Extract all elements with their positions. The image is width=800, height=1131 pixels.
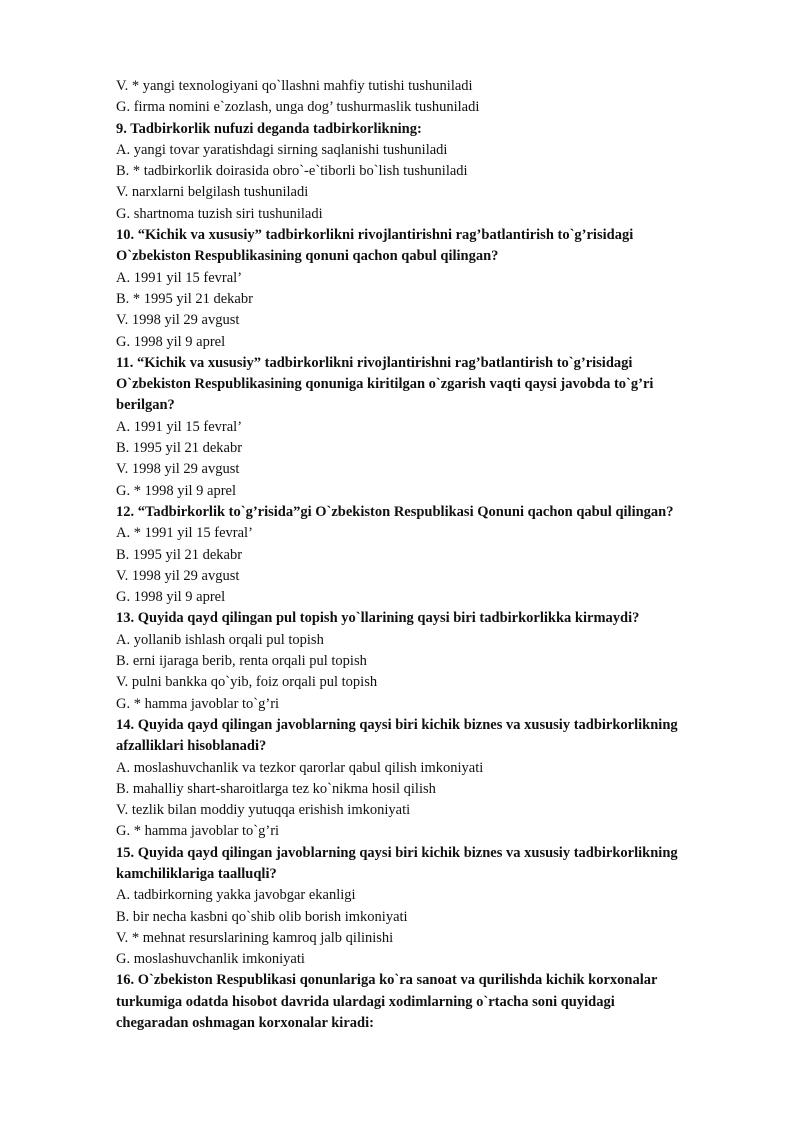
question-text-line: 10. “Kichik va xususiy” tadbirkorlikni rivojlantirishni rag’batlantirish to`g’risidagi	[116, 227, 634, 244]
answer-option-line: A. yollanib ishlash orqali pul topish	[116, 631, 324, 648]
answer-option-line: V. pulni bankka qo`yib, foiz orqali pul topish	[116, 674, 378, 691]
answer-option-line: V. tezlik bilan moddiy yutuqqa erishish imkoniyati	[116, 802, 411, 819]
answer-option-line: B. * tadbirkorlik doirasida obro`-e`tiborli bo`lish tushuniladi	[116, 163, 468, 180]
question-text-line: 13. Quyida qayd qilingan pul topish yo`llarining qaysi biri tadbirkorlikka kirmaydi?	[116, 610, 640, 627]
answer-option-line: V. narxlarni belgilash tushuniladi	[116, 184, 309, 201]
question-text-line: 12. “Tadbirkorlik to`g’risida”gi O`zbekiston Respublikasi Qonuni qachon qabul qilingan?	[116, 503, 674, 520]
answer-option-line: V. 1998 yil 29 avgust	[116, 567, 240, 584]
answer-option-line: G. 1998 yil 9 aprel	[116, 333, 226, 350]
answer-option-line: B. mahalliy shart-sharoitlarga tez ko`nikma hosil qilish	[116, 780, 436, 797]
question-text-line: 16. O`zbekiston Respublikasi qonunlariga ko`ra sanoat va qurilishda kichik korxonalar	[116, 972, 658, 989]
question-text-line: kamchiliklariga taalluqli?	[116, 865, 277, 882]
answer-option-line: B. bir necha kasbni qo`shib olib borish imkoniyati	[116, 908, 408, 925]
question-text-line: O`zbekiston Respublikasining qonuniga kiritilgan o`zgarish vaqti qaysi javobda to`g’ri	[116, 376, 654, 393]
document-page	[116, 76, 756, 1034]
answer-option-line: V. 1998 yil 29 avgust	[116, 461, 240, 478]
answer-option-line: V. 1998 yil 29 avgust	[116, 312, 240, 329]
question-text-line: O`zbekiston Respublikasining qonuni qachon qabul qilingan?	[116, 248, 499, 265]
question-text-line: chegaradan oshmagan korxonalar kiradi:	[116, 1015, 374, 1032]
answer-option-line: B. 1995 yil 21 dekabr	[116, 440, 243, 457]
answer-option-line: G. * hamma javoblar to`g’ri	[116, 695, 280, 712]
answer-option-line: B. erni ijaraga berib, renta orqali pul topish	[116, 653, 367, 670]
question-text-line: afzalliklari hisoblanadi?	[116, 738, 267, 755]
question-text-line: 9. Tadbirkorlik nufuzi deganda tadbirkorlikning:	[116, 120, 422, 137]
answer-option-line: A. 1991 yil 15 fevral’	[116, 418, 243, 435]
answer-option-line: G. moslashuvchanlik imkoniyati	[116, 951, 305, 968]
answer-option-line: G. shartnoma tuzish siri tushuniladi	[116, 205, 323, 222]
answer-option-line: A. * 1991 yil 15 fevral’	[116, 525, 253, 542]
question-text-line: turkumiga odatda hisobot davrida ulardagi xodimlarning o`rtacha soni quyidagi	[116, 993, 615, 1010]
answer-option-line: A. yangi tovar yaratishdagi sirning saqlanishi tushuniladi	[116, 141, 448, 158]
answer-option-line: A. tadbirkorning yakka javobgar ekanligi	[116, 887, 356, 904]
answer-option-line: A. 1991 yil 15 fevral’	[116, 269, 243, 286]
answer-option-line: B. * 1995 yil 21 dekabr	[116, 290, 253, 307]
question-text-line: 11. “Kichik va xususiy” tadbirkorlikni rivojlantirishni rag’batlantirish to`g’risidagi	[116, 354, 633, 371]
question-text-line: 14. Quyida qayd qilingan javoblarning qaysi biri kichik biznes va xususiy tadbirkorlikning	[116, 716, 678, 733]
answer-option-line: G. firma nomini e`zozlash, unga dog’ tushurmaslik tushuniladi	[116, 99, 480, 116]
answer-option-line: G. 1998 yil 9 aprel	[116, 589, 226, 606]
question-text-line: 15. Quyida qayd qilingan javoblarning qaysi biri kichik biznes va xususiy tadbirkorlikning	[116, 844, 678, 861]
answer-option-line: B. 1995 yil 21 dekabr	[116, 546, 243, 563]
answer-option-line: V. * mehnat resurslarining kamroq jalb qilinishi	[116, 929, 394, 946]
answer-option-line: A. moslashuvchanlik va tezkor qarorlar qabul qilish imkoniyati	[116, 759, 484, 776]
question-text-line: berilgan?	[116, 397, 175, 414]
answer-option-line: G. * 1998 yil 9 aprel	[116, 482, 237, 499]
answer-option-line: G. * hamma javoblar to`g’ri	[116, 823, 280, 840]
answer-option-line: V. * yangi texnologiyani qo`llashni mahfiy tutishi tushuniladi	[116, 78, 473, 94]
